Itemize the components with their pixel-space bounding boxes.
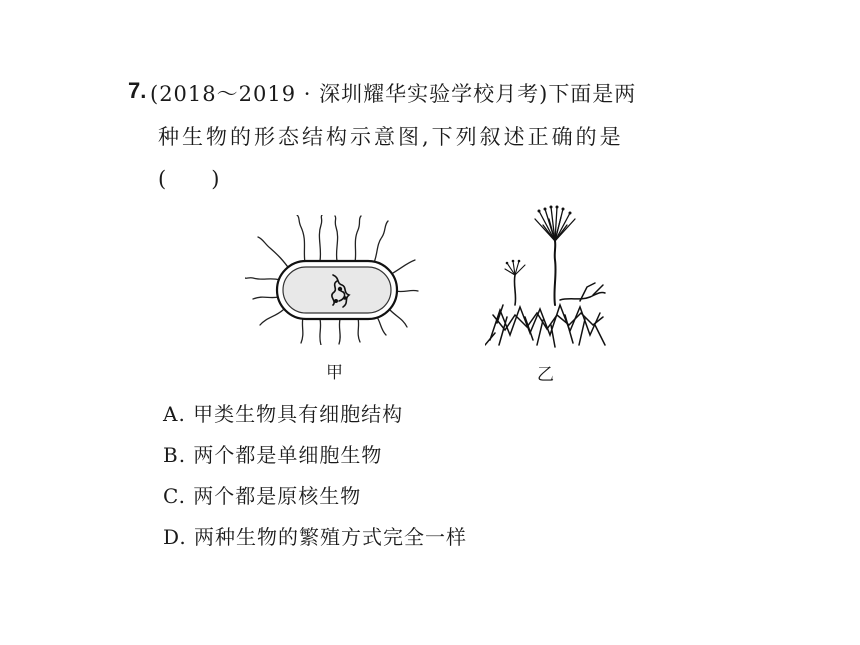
option-a[interactable]: A. 甲类生物具有细胞结构 bbox=[163, 402, 404, 426]
option-d[interactable]: D. 两种生物的繁殖方式完全一样 bbox=[163, 525, 468, 549]
question-source: (2018～2019 · 深圳耀华实验学校月考) bbox=[150, 82, 549, 106]
question-stem-line2: 种生物的形态结构示意图,下列叙述正确的是 bbox=[158, 125, 624, 149]
question-stem-tail: 下面是两 bbox=[548, 82, 637, 106]
question-number: 7. bbox=[128, 78, 147, 103]
question-stem-line1 bbox=[150, 78, 636, 108]
option-c[interactable]: C. 两个都是原核生物 bbox=[163, 484, 362, 508]
mold-figure bbox=[485, 205, 610, 350]
option-b[interactable]: B. 两个都是单细胞生物 bbox=[163, 443, 383, 467]
figure-caption-yi: 乙 bbox=[537, 365, 554, 385]
answer-blank: ( ) bbox=[158, 167, 221, 191]
bacterium-figure bbox=[245, 215, 420, 345]
figure-caption-jia: 甲 bbox=[326, 363, 343, 383]
